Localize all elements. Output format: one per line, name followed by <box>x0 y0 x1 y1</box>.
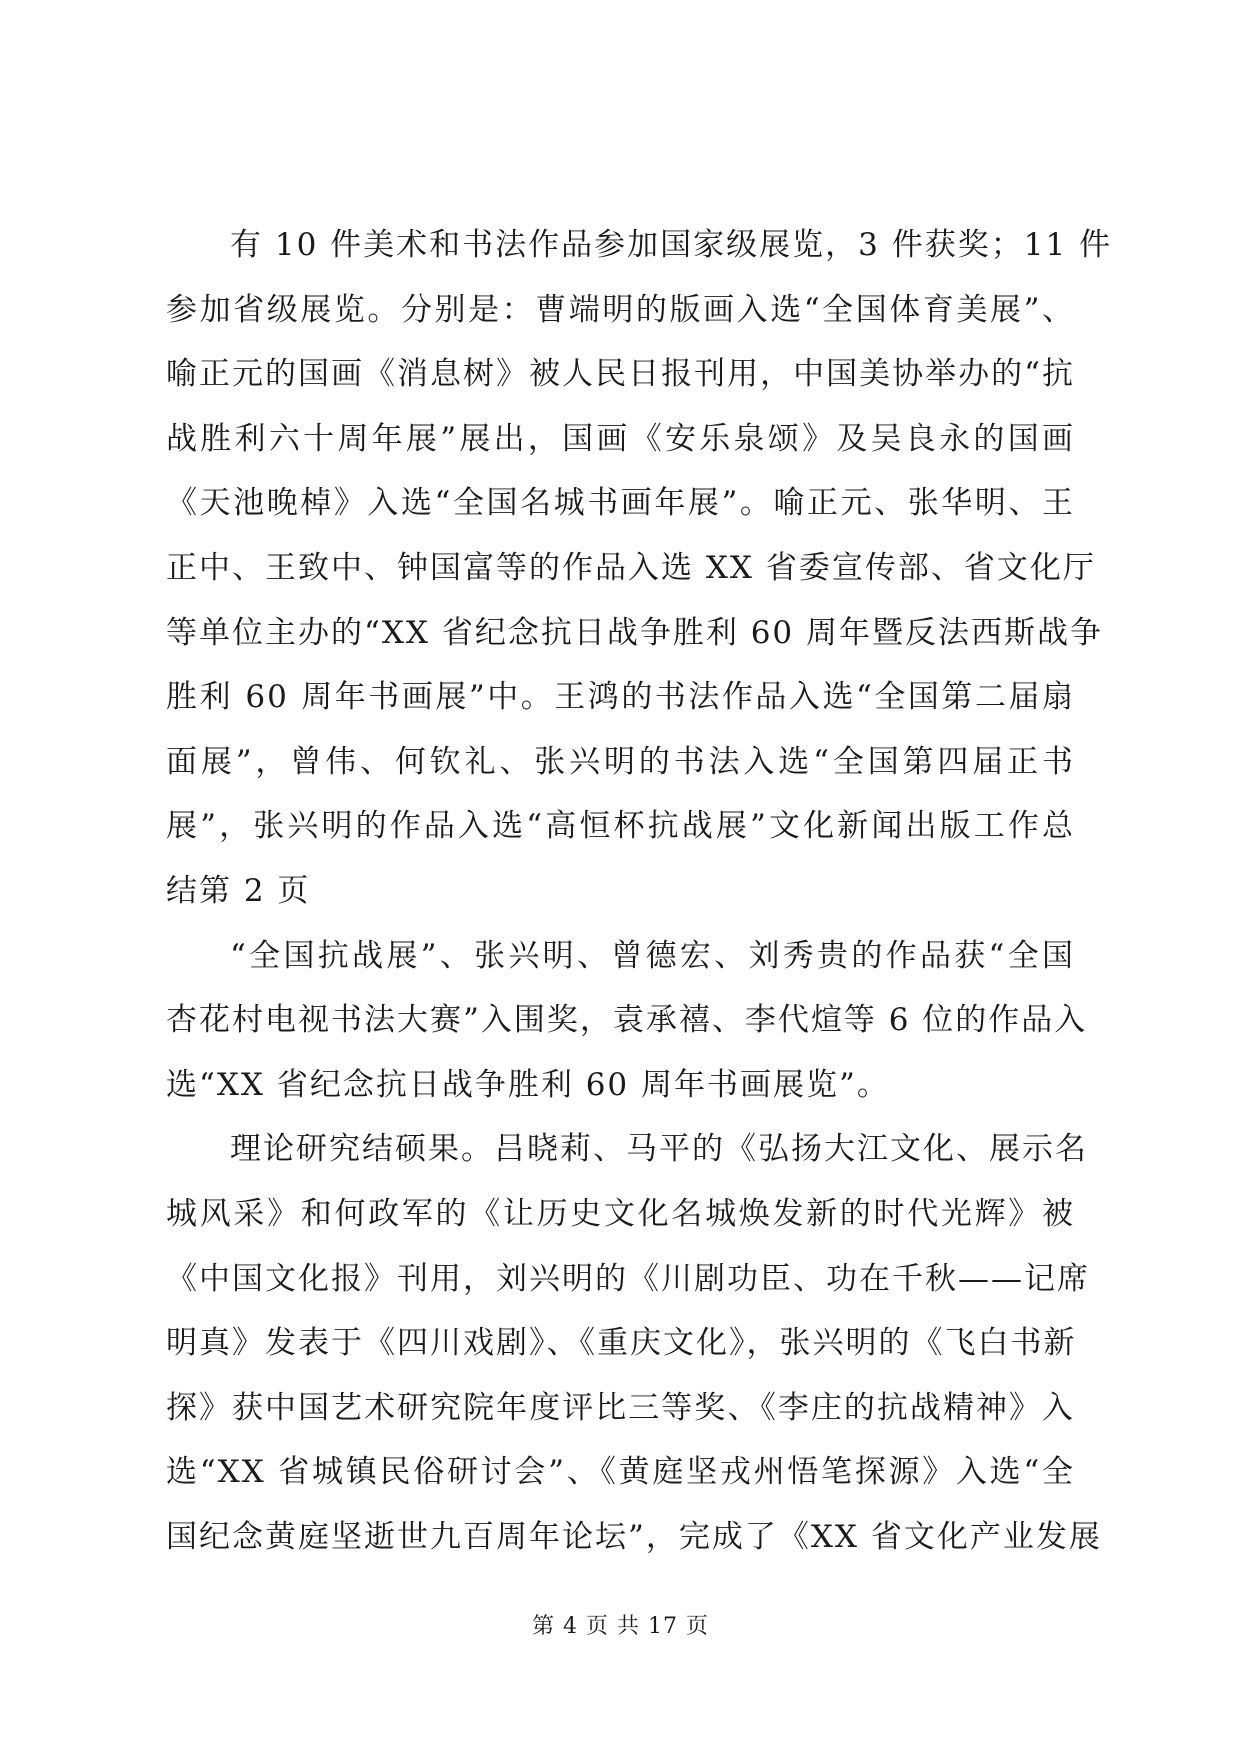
paragraph-3-line-6: 选“XX 省城镇民俗研讨会”、《黄庭坚戎州悟笔探源》入选“全 <box>166 1454 1075 1491</box>
paragraph-3-line-3: 《中国文化报》刊用，刘兴明的《川剧功臣、功在千秋——记席 <box>166 1260 1090 1297</box>
paragraph-2-line-2: 杏花村电视书法大赛”入围奖，袁承禧、李代煊等 6 位的作品入 <box>166 1002 1088 1039</box>
paragraph-3-line-4: 明真》发表于《四川戏剧》、《重庆文化》，张兴明的《飞白书新 <box>166 1325 1077 1362</box>
paragraph-1-line-10: 展”，张兴明的作品入选“高恒杯抗战展”文化新闻出版工作总 <box>166 808 1075 845</box>
paragraph-1-line-9: 面展”，曾伟、何钦礼、张兴明的书法入选“全国第四届正书 <box>166 743 1075 780</box>
paragraph-3-line-5: 探》获中国艺术研究院年度评比三等奖、《李庄的抗战精神》入 <box>166 1389 1075 1426</box>
paragraph-1-line-11: 结第 2 页 <box>166 872 311 909</box>
page-number-footer: 第 4 页 共 17 页 <box>532 1614 709 1639</box>
paragraph-1-line-8: 胜利 60 周年书画展”中。王鸿的书法作品入选“全国第二届扇 <box>166 679 1075 716</box>
paragraph-3-line-1: 理论研究结硕果。吕晓莉、马平的《弘扬大江文化、展示名 <box>230 1131 1088 1168</box>
paragraph-1-line-4: 战胜利六十周年展”展出，国画《安乐泉颂》及吴良永的国画 <box>166 420 1075 457</box>
paragraph-3-line-7: 国纪念黄庭坚逝世九百周年论坛”，完成了《XX 省文化产业发展 <box>166 1518 1102 1555</box>
paragraph-1-line-3: 喻正元的国画《消息树》被人民日报刊用，中国美协举办的“抗 <box>166 356 1075 393</box>
paragraph-2-line-3: 选“XX 省纪念抗日战争胜利 60 周年书画展览”。 <box>166 1066 890 1103</box>
paragraph-1-line-2: 参加省级展览。分别是：曹端明的版画入选“全国体育美展”、 <box>166 291 1075 328</box>
paragraph-3-line-2: 城风采》和何政军的《让历史文化名城焕发新的时代光辉》被 <box>166 1195 1075 1232</box>
paragraph-1-line-6: 正中、王致中、钟国富等的作品入选 XX 省委宣传部、省文化厅 <box>166 549 1096 586</box>
body-text <box>166 227 1113 1586</box>
paragraph-1-line-1: 有 10 件美术和书法作品参加国家级展览，3 件获奖；11 件 <box>230 227 1113 263</box>
paragraph-2-line-1: “全国抗战展”、张兴明、曾德宏、刘秀贵的作品获“全国 <box>230 937 1075 974</box>
paragraph-1-line-5: 《天池晚棹》入选“全国名城书画年展”。喻正元、张华明、王 <box>166 485 1075 522</box>
paragraph-1-line-7: 等单位主办的“XX 省纪念抗日战争胜利 60 周年暨反法西斯战争 <box>166 614 1103 651</box>
